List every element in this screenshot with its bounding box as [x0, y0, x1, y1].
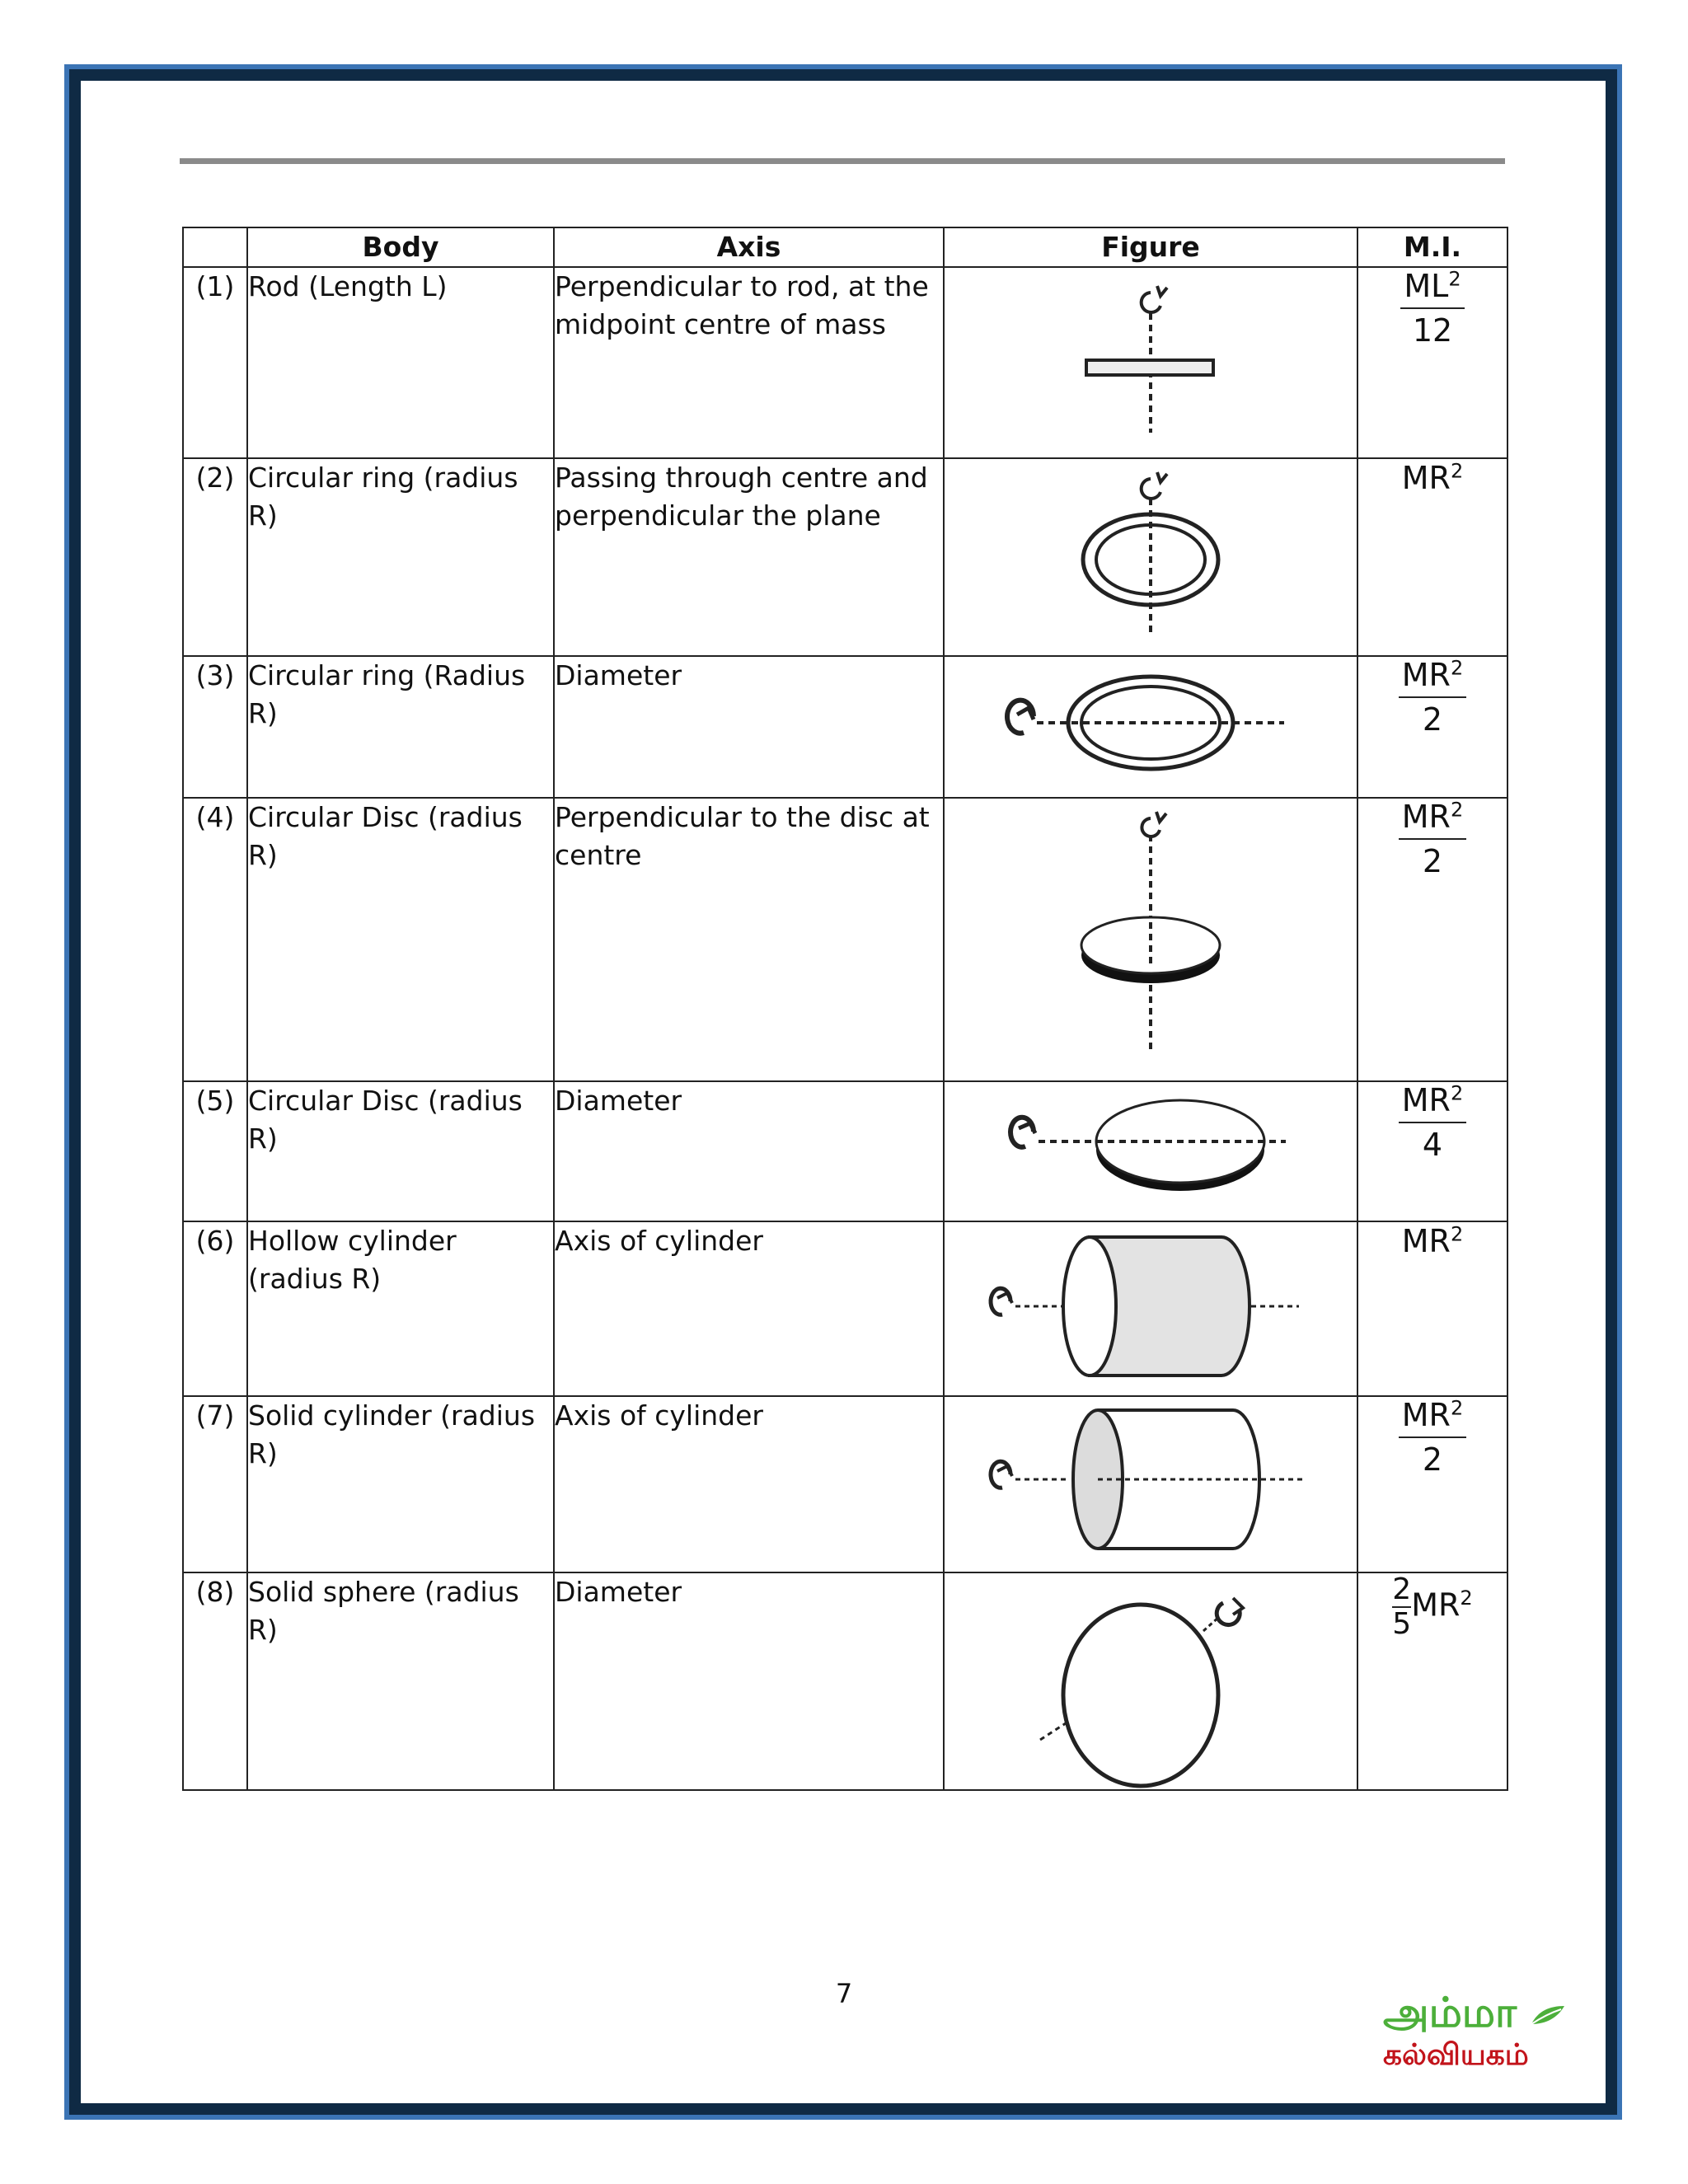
row-number: (5) [183, 1081, 247, 1221]
header-mi: M.I. [1357, 227, 1507, 267]
mi-numerator: MR [1401, 799, 1451, 835]
mi-exponent: 2 [1450, 798, 1464, 822]
body-name: Circular ring (Radius R) [247, 656, 554, 798]
body-name: Solid sphere (radius R) [247, 1572, 554, 1790]
mi-numerator: MR [1401, 1082, 1451, 1118]
mi-value [1357, 1396, 1507, 1572]
body-name: Rod (Length L) [247, 267, 554, 458]
mi-value [1357, 1081, 1507, 1221]
figure-cell [944, 1396, 1357, 1572]
moment-of-inertia-table [182, 227, 1508, 1791]
axis-description: Passing through centre and perpendicular the plane [554, 458, 944, 656]
row-number: (2) [183, 458, 247, 656]
header-num [183, 227, 247, 267]
solid-sphere-figure [945, 1573, 1358, 1789]
figure-cell [944, 458, 1357, 656]
mi-value [1357, 1221, 1507, 1396]
solid-cylinder-figure [945, 1397, 1358, 1572]
mi-exponent: 2 [1450, 1222, 1464, 1246]
figure-cell [944, 798, 1357, 1081]
table-row [183, 656, 1507, 798]
axis-description: Diameter [554, 1081, 944, 1221]
table-row [183, 1221, 1507, 1396]
mi-value [1357, 798, 1507, 1081]
row-number: (3) [183, 656, 247, 798]
ring-diameter-figure [945, 657, 1358, 797]
table-row [183, 1572, 1507, 1790]
disc-diameter-figure [945, 1082, 1358, 1221]
row-number: (8) [183, 1572, 247, 1790]
mi-denominator: 12 [1412, 312, 1453, 349]
mi-exponent: 2 [1450, 656, 1464, 680]
figure-cell [944, 656, 1357, 798]
table-row [183, 1396, 1507, 1572]
mi-value [1357, 267, 1507, 458]
logo-text-top: அம்மா [1383, 1989, 1517, 2036]
mi-numerator: ML [1404, 268, 1449, 304]
axis-description: Perpendicular to rod, at the midpoint centre of mass [554, 267, 944, 458]
mi-denominator: 2 [1422, 701, 1443, 738]
mi-exponent: 2 [1450, 1081, 1464, 1105]
hollow-cylinder-figure [945, 1222, 1358, 1395]
mi-fraction [1399, 657, 1466, 738]
body-name: Circular Disc (radius R) [247, 798, 554, 1081]
axis-description: Axis of cylinder [554, 1396, 944, 1572]
row-number: (4) [183, 798, 247, 1081]
row-number: (7) [183, 1396, 247, 1572]
body-name: Circular Disc (radius R) [247, 1081, 554, 1221]
mi-fraction [1399, 799, 1466, 879]
mi-value [1357, 656, 1507, 798]
body-name: Circular ring (radius R) [247, 458, 554, 656]
axis-description: Diameter [554, 656, 944, 798]
table-row [183, 267, 1507, 458]
mi-base: MR [1401, 460, 1451, 496]
body-name: Solid cylinder (radius R) [247, 1396, 554, 1572]
mi-coefficient [1392, 1573, 1411, 1641]
mi-exponent: 2 [1460, 1586, 1473, 1610]
mi-base: MR [1401, 1223, 1451, 1259]
mi-value [1357, 458, 1507, 656]
mi-coefficient-numerator: 2 [1392, 1572, 1412, 1606]
mi-denominator: 2 [1422, 843, 1443, 879]
axis-description: Axis of cylinder [554, 1221, 944, 1396]
header-figure: Figure [944, 227, 1357, 267]
mi-exponent: 2 [1448, 267, 1461, 291]
header-rule [180, 158, 1505, 164]
table-row [183, 798, 1507, 1081]
header-body: Body [247, 227, 554, 267]
mi-exponent: 2 [1450, 459, 1464, 483]
mi-fraction [1399, 1082, 1466, 1163]
figure-cell [944, 1572, 1357, 1790]
mi-denominator: 2 [1422, 1441, 1443, 1478]
mi-base: MR [1411, 1586, 1461, 1624]
disc-perpendicular-figure [945, 799, 1358, 1080]
table-row [183, 1081, 1507, 1221]
row-number: (6) [183, 1221, 247, 1396]
header-axis: Axis [554, 227, 944, 267]
table-header-row [183, 227, 1507, 267]
mi-fraction [1399, 1397, 1466, 1478]
mi-coefficient-denominator: 5 [1392, 1607, 1412, 1641]
page-number: 7 [835, 1978, 853, 2009]
row-number: (1) [183, 267, 247, 458]
mi-denominator: 4 [1422, 1127, 1443, 1163]
mi-numerator: MR [1401, 657, 1451, 693]
mi-value [1357, 1572, 1507, 1790]
figure-cell [944, 267, 1357, 458]
publisher-logo [1383, 1990, 1581, 2080]
mi-exponent: 2 [1450, 1396, 1464, 1420]
axis-description: Perpendicular to the disc at centre [554, 798, 944, 1081]
logo-text-bottom: கல்வியகம் [1383, 2038, 1529, 2072]
mi-fraction [1400, 268, 1464, 349]
rod-figure [945, 268, 1358, 457]
table-row [183, 458, 1507, 656]
axis-description: Diameter [554, 1572, 944, 1790]
body-name: Hollow cylinder (radius R) [247, 1221, 554, 1396]
figure-cell [944, 1081, 1357, 1221]
figure-cell [944, 1221, 1357, 1396]
mi-numerator: MR [1401, 1397, 1451, 1433]
ring-perpendicular-figure [945, 459, 1358, 655]
leaf-icon [1530, 2003, 1566, 2027]
